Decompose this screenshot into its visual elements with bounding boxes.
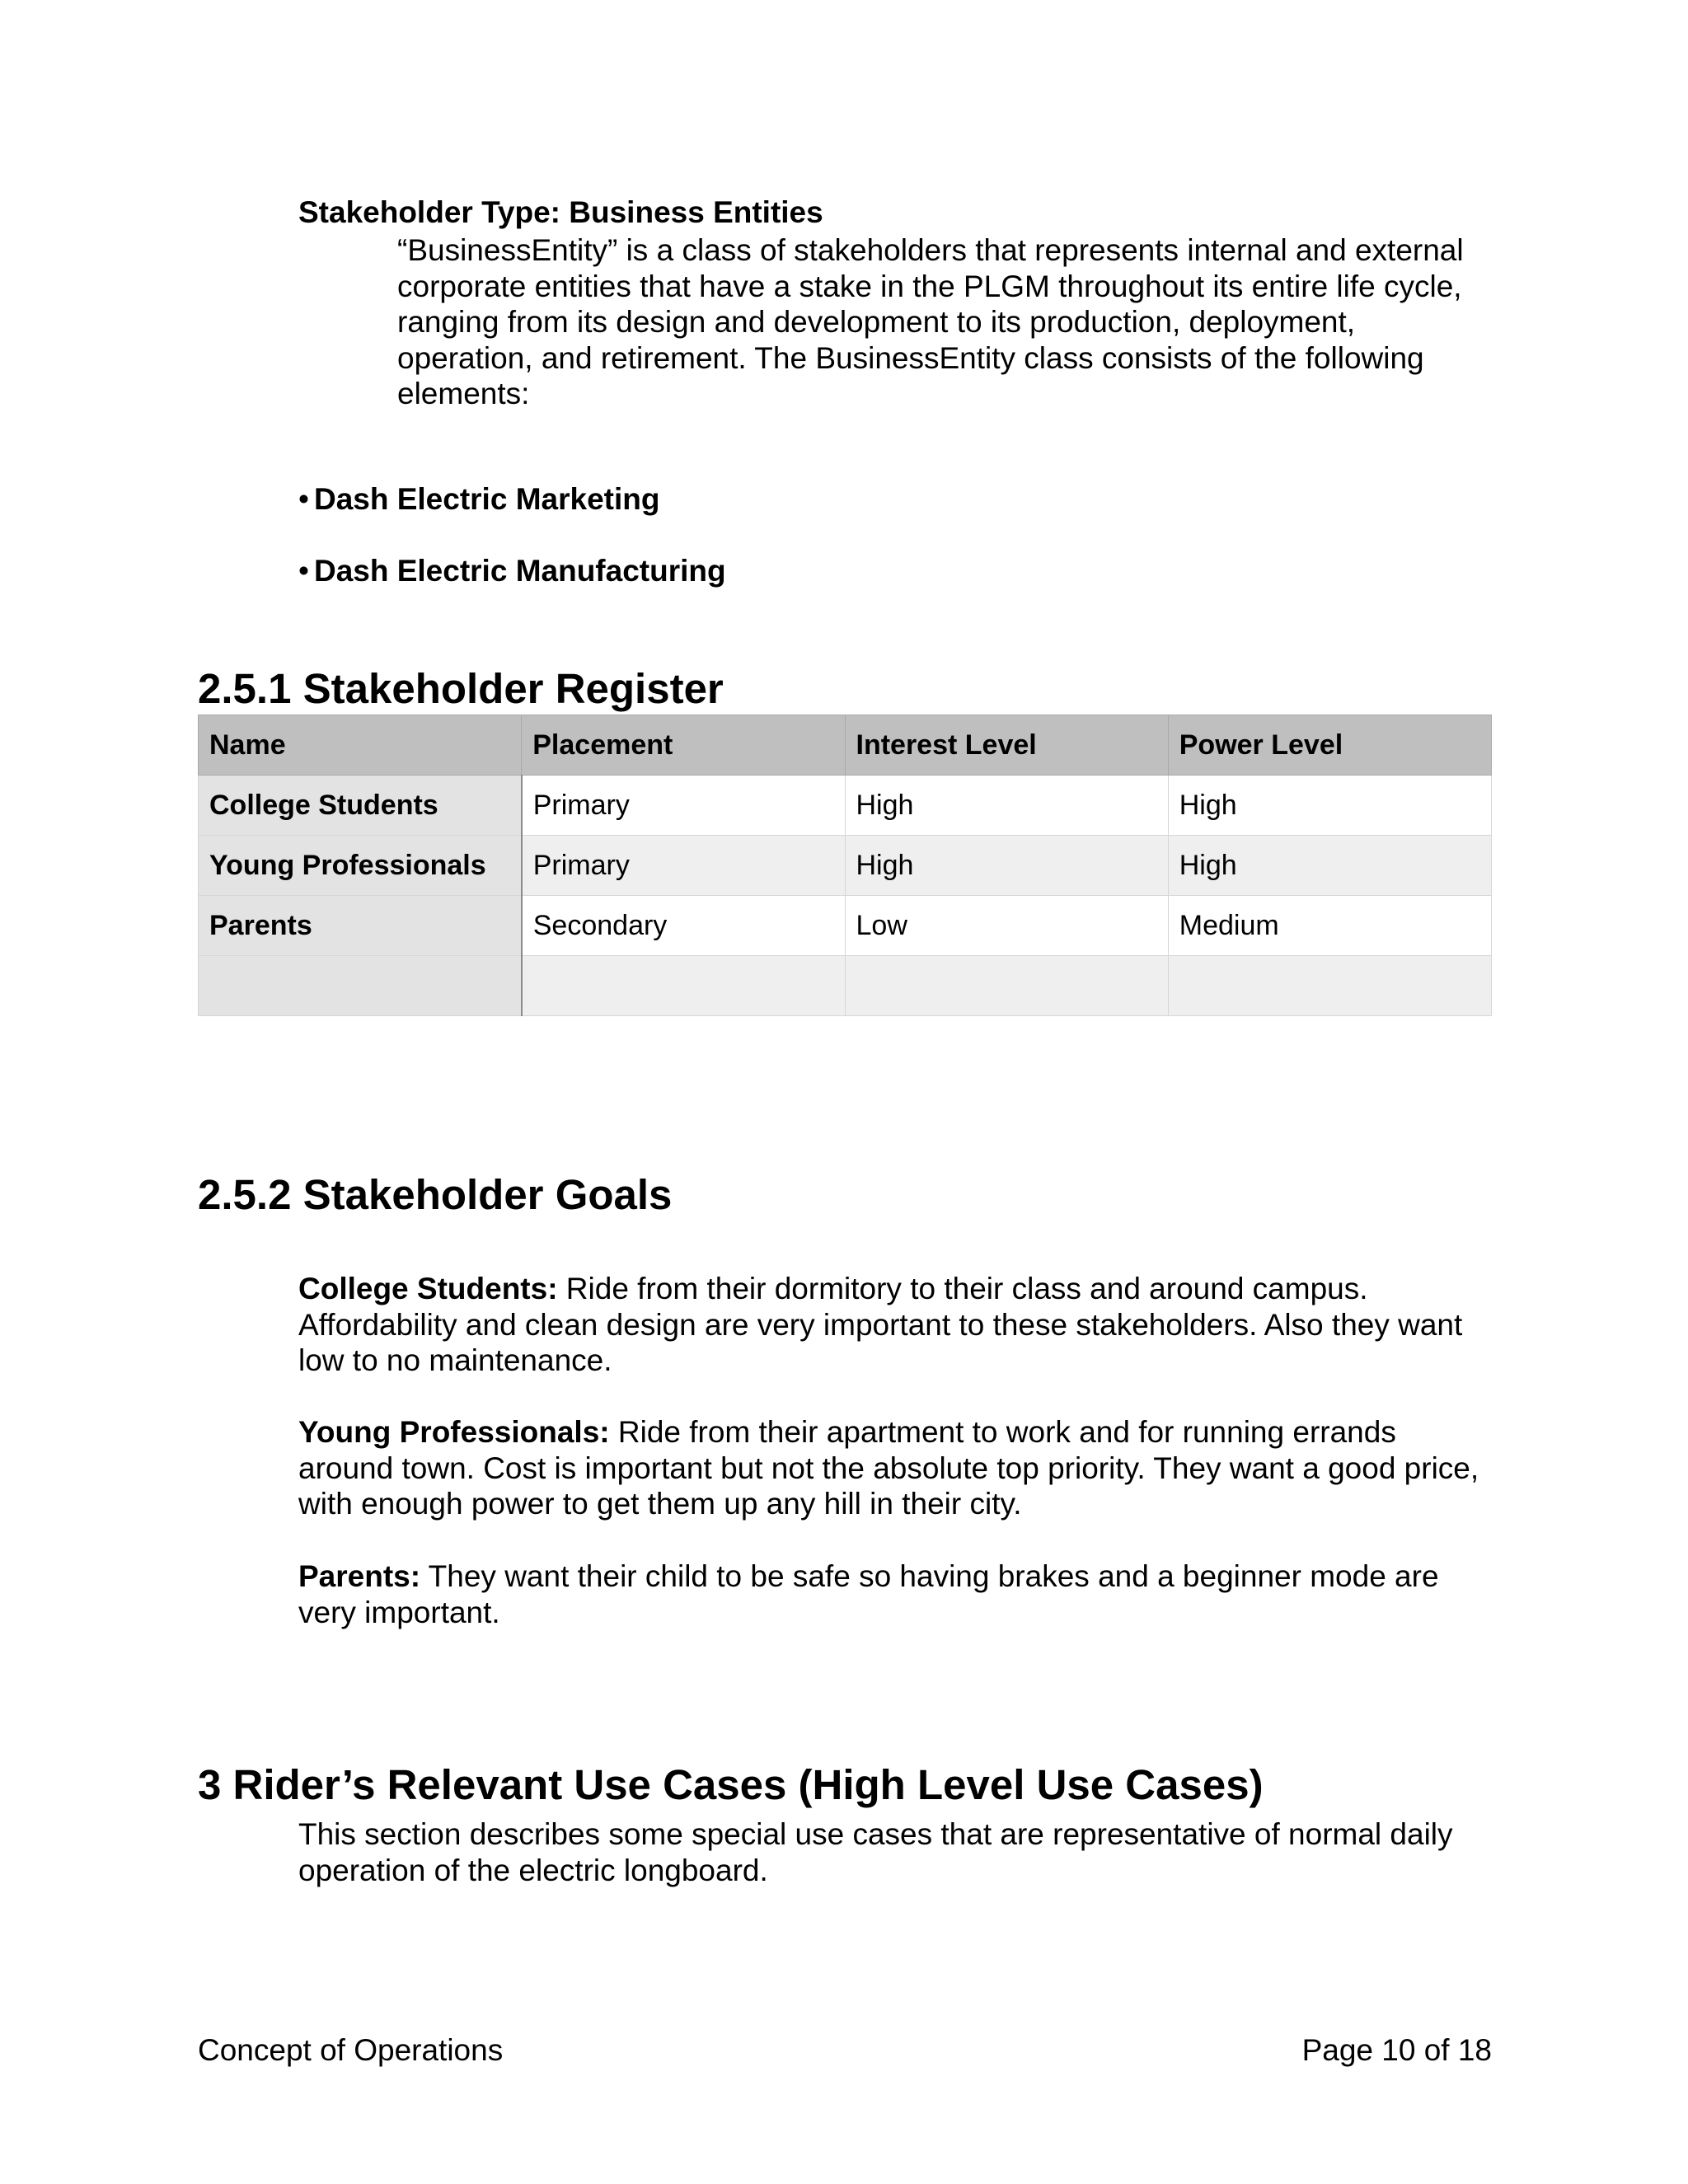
goal-text: Ride from their apartment to work and for running errands around town. Cost is important but not the absolute top priority. They want a good price, with enough power to get them up any hill in their city.: [298, 1415, 1479, 1521]
table-cell: [1168, 956, 1491, 1016]
goal-text: They want their child to be safe so having brakes and a beginner mode are very important.: [298, 1559, 1439, 1629]
row-name-cell: College Students: [199, 776, 522, 836]
table-cell: High: [845, 836, 1168, 896]
table-cell: [845, 956, 1168, 1016]
bullet-icon: •: [298, 482, 309, 516]
goal-label: College Students:: [298, 1272, 558, 1305]
goal-text: Ride from their dormitory to their class and around campus. Affordability and clean design are very important to these stakeholders. Also they want low to no maintenance.: [298, 1272, 1463, 1377]
column-header: Name: [199, 715, 522, 776]
table-row: [199, 776, 1492, 836]
section3-description: This section describes some special use cases that are representative of normal daily operation of the electric longboard.: [298, 1817, 1453, 1887]
table-row: [199, 836, 1492, 896]
row-name-cell: [199, 956, 522, 1016]
column-header: Placement: [522, 715, 845, 776]
goals-heading: 2.5.2 Stakeholder Goals: [198, 1171, 673, 1218]
row-name-cell: Parents: [199, 896, 522, 956]
table-cell: High: [845, 776, 1168, 836]
stakeholder-type-description: “BusinessEntity” is a class of stakeholders that represents internal and external corporate entities that have a stake in the PLGM throughout its entire life cycle, ranging from its design and development to its production, deployment, operation, and retirement. The BusinessEntity class consists of the following elements:: [397, 233, 1464, 410]
bullet-icon: •: [298, 554, 309, 588]
table-cell: Primary: [522, 776, 845, 836]
table-cell: [522, 956, 845, 1016]
table-cell: High: [1168, 836, 1491, 896]
bullet-text: Dash Electric Marketing: [313, 482, 660, 516]
stakeholder-type-title: Stakeholder Type: Business Entities: [298, 195, 823, 229]
table-cell: Low: [845, 896, 1168, 956]
bullet-item: [298, 481, 659, 518]
table-header-row: [199, 715, 1492, 776]
column-header: Power Level: [1168, 715, 1491, 776]
table-cell: High: [1168, 776, 1491, 836]
footer-page-number: Page 10 of 18: [1301, 2033, 1492, 2067]
stakeholder-register-table: [198, 715, 1492, 1016]
bullet-item: [298, 553, 726, 589]
section3-heading: 3 Rider’s Relevant Use Cases (High Level Use Cases): [198, 1761, 1264, 1808]
goal-paragraph: [298, 1558, 1493, 1630]
row-name-cell: Young Professionals: [199, 836, 522, 896]
table-cell: Primary: [522, 836, 845, 896]
goal-paragraph: [298, 1271, 1493, 1379]
goal-label: Young Professionals:: [298, 1415, 610, 1449]
goal-paragraph: [298, 1414, 1493, 1522]
table-row: [199, 956, 1492, 1016]
table-row: [199, 896, 1492, 956]
table-cell: Medium: [1168, 896, 1491, 956]
column-header: Interest Level: [845, 715, 1168, 776]
register-heading: 2.5.1 Stakeholder Register: [198, 665, 724, 712]
table-cell: Secondary: [522, 896, 845, 956]
bullet-text: Dash Electric Manufacturing: [313, 554, 726, 588]
goal-label: Parents:: [298, 1559, 421, 1593]
footer-document-title: Concept of Operations: [198, 2033, 504, 2067]
